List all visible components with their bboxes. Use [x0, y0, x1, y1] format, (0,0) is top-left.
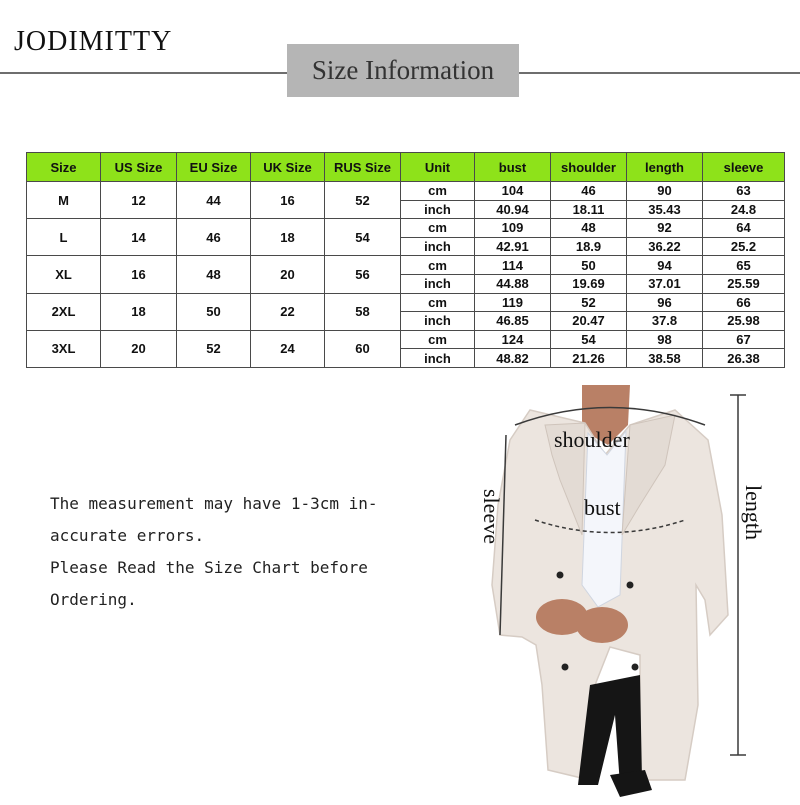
table-row [27, 256, 785, 275]
size-cell: 18 [251, 219, 325, 256]
size-cell: 16 [101, 256, 177, 293]
measure-cell: 46 [551, 182, 627, 201]
measure-cell: cm [401, 330, 475, 349]
column-header: shoulder [551, 153, 627, 182]
brand-name: JODIMITTY [14, 26, 173, 57]
bust-label: bust [584, 495, 621, 520]
measure-cell: 40.94 [475, 200, 551, 219]
measure-cell: 114 [475, 256, 551, 275]
measure-cell: 50 [551, 256, 627, 275]
column-header: US Size [101, 153, 177, 182]
measure-cell: 26.38 [703, 349, 785, 368]
measure-cell: 64 [703, 219, 785, 238]
measure-cell: 104 [475, 182, 551, 201]
measure-cell: cm [401, 293, 475, 312]
measure-cell: inch [401, 237, 475, 256]
coat-button [557, 572, 564, 579]
coat-button [627, 582, 634, 589]
size-cell: M [27, 182, 101, 219]
size-cell: 3XL [27, 330, 101, 367]
size-cell: 18 [101, 293, 177, 330]
note-line: Ordering. [50, 590, 137, 609]
size-cell: 46 [177, 219, 251, 256]
column-header: RUS Size [325, 153, 401, 182]
measure-cell: 18.11 [551, 200, 627, 219]
measure-cell: inch [401, 200, 475, 219]
table-row [27, 182, 785, 201]
size-cell: L [27, 219, 101, 256]
size-cell: 24 [251, 330, 325, 367]
measure-cell: cm [401, 256, 475, 275]
column-header: length [627, 153, 703, 182]
measure-cell: inch [401, 274, 475, 293]
measure-cell: 63 [703, 182, 785, 201]
measure-cell: 24.8 [703, 200, 785, 219]
column-header: bust [475, 153, 551, 182]
measure-cell: 19.69 [551, 274, 627, 293]
measure-cell: 124 [475, 330, 551, 349]
note-line: The measurement may have 1-3cm in- [50, 494, 378, 513]
measure-cell: 38.58 [627, 349, 703, 368]
size-cell: 20 [101, 330, 177, 367]
measure-cell: 96 [627, 293, 703, 312]
measure-cell: 92 [627, 219, 703, 238]
measure-cell: 67 [703, 330, 785, 349]
measure-cell: cm [401, 219, 475, 238]
column-header: EU Size [177, 153, 251, 182]
measure-cell: 90 [627, 182, 703, 201]
measure-cell: 66 [703, 293, 785, 312]
measure-cell: 36.22 [627, 237, 703, 256]
column-header: Unit [401, 153, 475, 182]
note-line: Please Read the Size Chart before [50, 558, 368, 577]
measure-cell: inch [401, 349, 475, 368]
measure-cell: 52 [551, 293, 627, 312]
measure-cell: 48.82 [475, 349, 551, 368]
size-cell: 22 [251, 293, 325, 330]
measure-cell: 44.88 [475, 274, 551, 293]
size-cell: 60 [325, 330, 401, 367]
measure-cell: 54 [551, 330, 627, 349]
table-header-row [27, 153, 785, 182]
size-cell: 48 [177, 256, 251, 293]
model-right-hand [576, 607, 628, 643]
size-cell: 56 [325, 256, 401, 293]
measure-cell: 35.43 [627, 200, 703, 219]
table-row [27, 330, 785, 349]
column-header: sleeve [703, 153, 785, 182]
model-illustration [470, 385, 800, 800]
measure-cell: 98 [627, 330, 703, 349]
size-cell: 2XL [27, 293, 101, 330]
column-header: Size [27, 153, 101, 182]
measure-cell: 65 [703, 256, 785, 275]
measure-cell: cm [401, 182, 475, 201]
coat-button [562, 664, 569, 671]
note-line: accurate errors. [50, 526, 205, 545]
measure-cell: 21.26 [551, 349, 627, 368]
measure-cell: 37.01 [627, 274, 703, 293]
length-label: length [741, 485, 766, 540]
measure-cell: 18.9 [551, 237, 627, 256]
page-title: Size Information [287, 44, 519, 97]
coat-measurement-figure [470, 385, 800, 800]
size-cell: 52 [177, 330, 251, 367]
coat-button [632, 664, 639, 671]
sleeve-label: sleeve [479, 489, 504, 544]
size-cell: 14 [101, 219, 177, 256]
measure-cell: 119 [475, 293, 551, 312]
size-cell: XL [27, 256, 101, 293]
size-cell: 12 [101, 182, 177, 219]
size-cell: 54 [325, 219, 401, 256]
measurement-note [50, 488, 390, 616]
size-cell: 50 [177, 293, 251, 330]
measure-cell: 37.8 [627, 312, 703, 331]
measure-cell: 25.59 [703, 274, 785, 293]
size-chart-table [26, 152, 785, 368]
measure-cell: 25.98 [703, 312, 785, 331]
measure-cell: 94 [627, 256, 703, 275]
measure-cell: 109 [475, 219, 551, 238]
measure-cell: 48 [551, 219, 627, 238]
measure-cell: 46.85 [475, 312, 551, 331]
table-row [27, 219, 785, 238]
size-cell: 44 [177, 182, 251, 219]
measure-cell: 42.91 [475, 237, 551, 256]
size-cell: 20 [251, 256, 325, 293]
table-row [27, 293, 785, 312]
measure-cell: 25.2 [703, 237, 785, 256]
size-cell: 52 [325, 182, 401, 219]
measure-cell: 20.47 [551, 312, 627, 331]
size-cell: 58 [325, 293, 401, 330]
size-cell: 16 [251, 182, 325, 219]
measure-cell: inch [401, 312, 475, 331]
model-shoe [610, 770, 652, 797]
column-header: UK Size [251, 153, 325, 182]
shoulder-label: shoulder [554, 427, 630, 452]
